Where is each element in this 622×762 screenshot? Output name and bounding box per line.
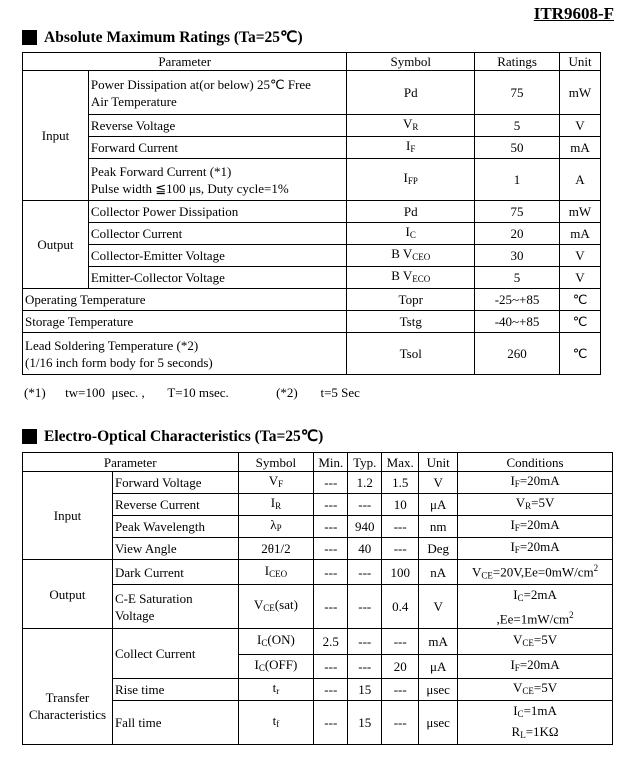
table-row: C-E Saturation Voltage $V_{CE}(sat)$ --- --- 0.4 V $I_C=2mA$ $,Ee=1mW/cm^2$ [23, 585, 613, 629]
table-row: Rise time $t_r$ --- 15 --- μsec $V_{CE}=5V$ [23, 679, 613, 701]
table-row: Peak Forward Current (*1) Pulse width ≦100 μs, Duty cycle=1% $I_{FP}$ 1 A [23, 159, 601, 201]
table-row: Operating Temperature Topr -25~+85 ℃ [23, 289, 601, 311]
table-header-row: Parameter Symbol Min. Typ. Max. Unit Conditions [23, 453, 613, 472]
table-row: Reverse Voltage $V_R$ 5 V [23, 115, 601, 137]
table-row: Fall time $t_f$ --- 15 --- μsec $I_C=1mA$ $R_L=1K\Omega$ [23, 701, 613, 745]
section-square-icon [22, 429, 37, 444]
table-row: View Angle 2θ1/2 --- 40 --- Deg $I_F=20mA$ [23, 538, 613, 560]
part-number: ITR9608-F [533, 4, 614, 23]
footnote: (*1) tw=100 μsec. , T=10 msec. (*2) t=5 Sec [24, 385, 360, 400]
table-row: Emitter-Collector Voltage B $V_{ECO}$ 5 V [23, 267, 601, 289]
table-row: Output Collector Power Dissipation Pd 75 mW [23, 201, 601, 223]
table-row: Storage Temperature Tstg -40~+85 ℃ [23, 311, 601, 333]
eo-characteristics-table [22, 452, 613, 745]
table-row: Output Dark Current $I_{CEO}$ --- --- 100 nA $V_{CE}=20V,Ee=0mW/cm^2$ [23, 560, 613, 585]
table-header-row: Parameter Symbol Ratings Unit [23, 53, 601, 71]
abs-ratings-table [22, 52, 601, 375]
table-row: Input Forward Voltage $V_F$ --- 1.2 1.5 V $I_F=20mA$ [23, 472, 613, 494]
eo-characteristics-title: Electro-Optical Characteristics (Ta=25℃) [22, 427, 323, 446]
table-row: Forward Current $I_F$ 50 mA [23, 137, 601, 159]
table-row: Reverse Current $I_R$ --- --- 10 μA $V_R=5V$ [23, 494, 613, 516]
section-square-icon [22, 30, 37, 45]
abs-ratings-title: Absolute Maximum Ratings (Ta=25℃) [22, 28, 303, 47]
table-row: Lead Soldering Temperature (*2) (1/16 inch form body for 5 seconds) Tsol 260 ℃ [23, 333, 601, 375]
table-row: Peak Wavelength $\lambda_P$ --- 940 --- nm $I_F=20mA$ [23, 516, 613, 538]
table-row: Transfer Characteristics Collect Current $I_C(ON)$ 2.5 --- --- mA $V_{CE}=5V$ [23, 629, 613, 655]
table-row: Collector Current $I_C$ 20 mA [23, 223, 601, 245]
table-row: $I_C(OFF)$ --- --- 20 μA $I_F=20mA$ [23, 655, 613, 679]
table-row: Collector-Emitter Voltage B $V_{CEO}$ 30 V [23, 245, 601, 267]
table-row: Input Power Dissipation at(or below) 25℃ Free Air Temperature Pd 75 mW [23, 71, 601, 115]
